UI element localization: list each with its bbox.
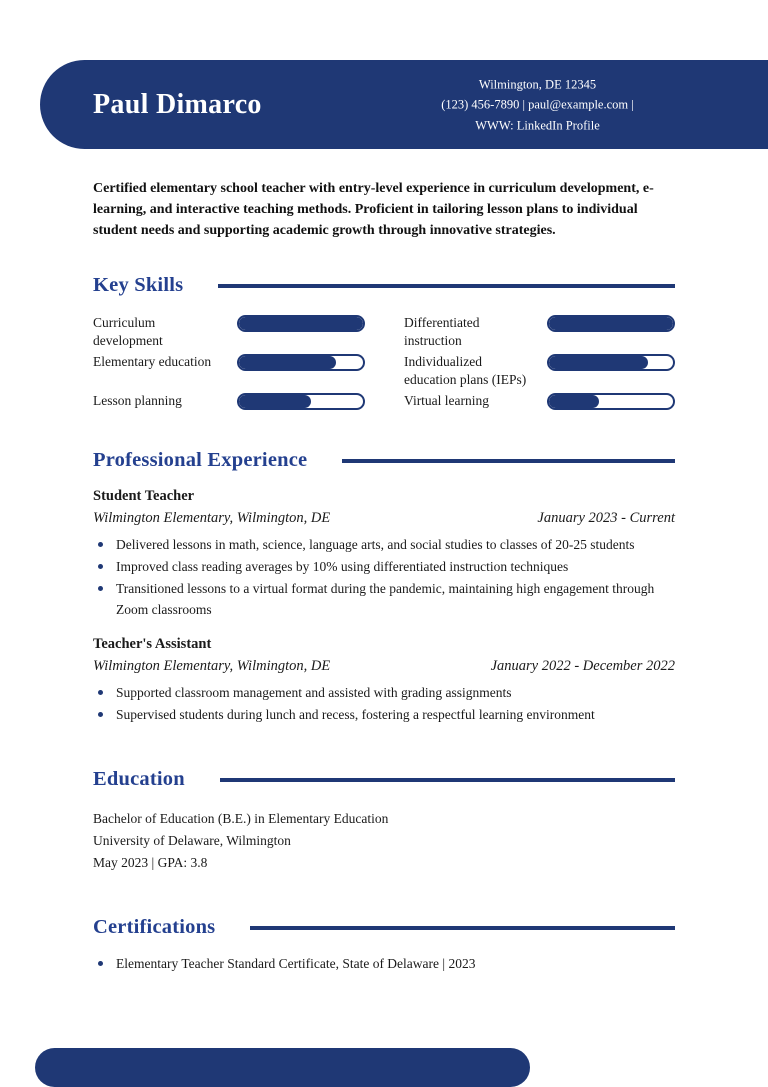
- skill-bar-fill: [549, 395, 599, 408]
- header-band: [40, 60, 768, 149]
- bullet-item: Improved class reading averages by 10% using differentiated instruction techniques: [93, 556, 675, 577]
- skill-bar-fill: [239, 317, 363, 330]
- skills-grid: [93, 314, 675, 410]
- skill-label: Differentiated instruction: [404, 315, 480, 348]
- skill-bar: [547, 315, 675, 332]
- skill-bar: [237, 315, 365, 332]
- bullet-icon: [98, 586, 103, 591]
- job-title: Student Teacher: [93, 488, 195, 504]
- skill-label: Virtual learning: [404, 393, 490, 408]
- bullet-icon: [98, 690, 103, 695]
- job-dates: January 2022 - December 2022: [490, 658, 675, 674]
- bullet-icon: [98, 712, 103, 717]
- job-company: Wilmington Elementary, Wilmington, DE: [93, 658, 331, 674]
- experience-title: Professional Experience: [93, 449, 308, 471]
- certifications-header: [93, 916, 675, 939]
- resume-body: [93, 148, 675, 974]
- key-skills-header: [93, 274, 675, 297]
- skill-bar-fill: [239, 356, 336, 369]
- education-date-gpa: May 2023 | GPA: 3.8: [93, 855, 208, 870]
- education-header: [93, 768, 675, 791]
- education-degree: Bachelor of Education (B.E.) in Elementary Education: [93, 811, 389, 826]
- skill-bar: [547, 393, 675, 410]
- education-school: University of Delaware, Wilmington: [93, 833, 291, 848]
- bullet-item: Supported classroom management and assisted with grading assignments: [93, 682, 675, 703]
- section-certifications: [93, 916, 675, 974]
- education-entry: [93, 808, 675, 874]
- bullet-item: Delivered lessons in math, science, language arts, and social studies to classes of 20-25 students: [93, 534, 675, 555]
- bullet-icon: [98, 961, 103, 966]
- section-divider-line: [220, 778, 675, 782]
- footer-band: [35, 1048, 530, 1087]
- skill-bar-fill: [549, 317, 673, 330]
- key-skills-title: Key Skills: [93, 274, 184, 296]
- summary-paragraph: Certified elementary school teacher with entry-level experience in curriculum development, e-learning, and interactive teaching methods. Proficient in tailoring lesson plans to individual student needs and supporting academic growth through innovative strategies.: [93, 181, 654, 238]
- bullet-item: Transitioned lessons to a virtual format during the pandemic, maintaining high engagement through Zoom classrooms: [93, 578, 675, 620]
- skill-label: Curriculum development: [93, 315, 163, 348]
- candidate-name: Paul Dimarco: [93, 88, 262, 120]
- section-experience: [93, 449, 675, 725]
- skill-bar-fill: [549, 356, 648, 369]
- contact-location: Wilmington, DE 12345: [478, 76, 597, 91]
- skill-label: Lesson planning: [93, 393, 182, 408]
- skill-bar: [237, 393, 365, 410]
- skill-bar: [237, 354, 365, 371]
- certifications-title: Certifications: [93, 916, 216, 938]
- section-divider-line: [342, 459, 675, 463]
- bullet-item: Elementary Teacher Standard Certificate, State of Delaware | 2023: [93, 953, 675, 974]
- job-company: Wilmington Elementary, Wilmington, DE: [93, 510, 331, 526]
- job-bullets: [93, 534, 675, 620]
- contact-phone-email: (123) 456-7890 | paul@example.com |: [441, 97, 634, 112]
- section-education: [93, 768, 675, 874]
- contact-info: [400, 74, 675, 136]
- section-key-skills: [93, 274, 675, 410]
- bullet-item: Supervised students during lunch and recess, fostering a respectful learning environment: [93, 704, 675, 725]
- skill-bar-fill: [239, 395, 311, 408]
- job-meta: [93, 658, 675, 675]
- job-entry: [93, 488, 675, 620]
- bullet-icon: [98, 542, 103, 547]
- skill-label: Individualized education plans (IEPs): [404, 354, 527, 387]
- job-title: Teacher's Assistant: [93, 636, 212, 652]
- job-entry: [93, 636, 675, 725]
- section-divider-line: [250, 926, 675, 930]
- certification-list: [93, 953, 675, 974]
- skill-label: Elementary education: [93, 354, 212, 369]
- contact-linkedin: WWW: LinkedIn Profile: [475, 117, 600, 132]
- job-bullets: [93, 682, 675, 725]
- section-divider-line: [218, 284, 675, 288]
- skill-bar: [547, 354, 675, 371]
- job-meta: [93, 510, 675, 527]
- job-dates: January 2023 - Current: [537, 510, 675, 526]
- experience-header: [93, 449, 675, 472]
- bullet-icon: [98, 564, 103, 569]
- education-title: Education: [93, 768, 185, 790]
